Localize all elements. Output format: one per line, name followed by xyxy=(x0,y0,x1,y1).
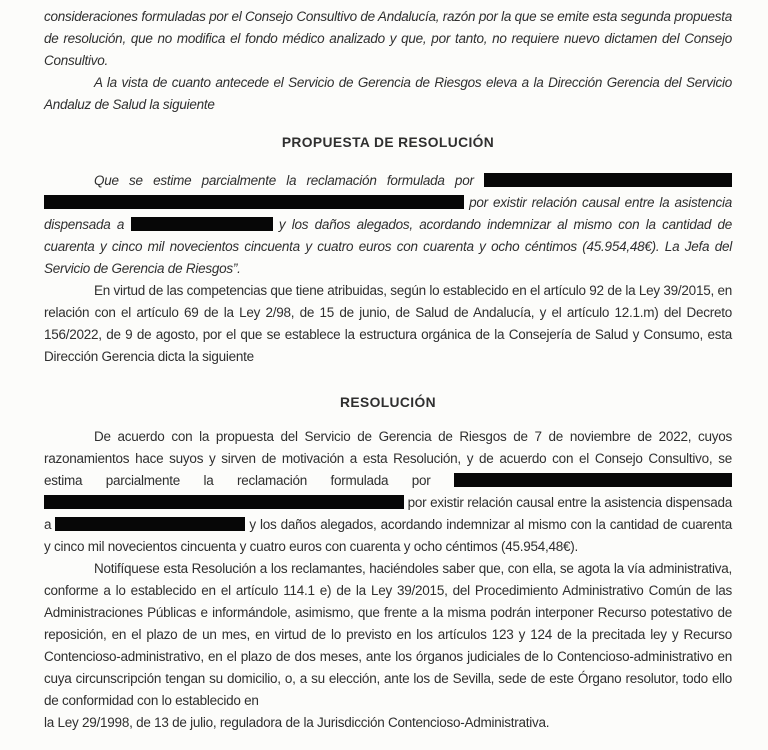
redaction-bar-claimant-2 xyxy=(44,195,464,209)
paragraph-resolucion xyxy=(44,426,732,558)
heading-resolucion: RESOLUCIÓN xyxy=(340,395,436,410)
heading-propuesta-de-resolucion: PROPUESTA DE RESOLUCIÓN xyxy=(281,135,495,150)
paragraph-competencias: En virtud de las competencias que tiene atribuidas, según lo establecido en el artículo 92 de la Ley 39/2015, en relación con el artículo 69 de la Ley 2/98, de 15 de junio, de Salud de Andalucía, y el artículo 12.1.m) del Decreto 156/2022, de 9 de agosto, por el que se establece la estructura orgánica de la Consejería de Salud y Consumo, esta Dirección Gerencia dicta la siguiente xyxy=(44,283,732,364)
paragraph-propuesta xyxy=(44,170,732,280)
paragraph-vista: A la vista de cuanto antecede el Servicio de Gerencia de Riesgos eleva a la Dirección Gerencia del Servicio Andaluz de Salud la siguiente xyxy=(44,75,732,112)
paragraph-consideraciones: consideraciones formuladas por el Consejo Consultivo de Andalucía, razón por la que se emite esta segunda propuesta de resolución, que no modifica el fondo médico analizado y que, por tanto, no requiere nuevo dictamen del Consejo Consultivo. xyxy=(44,9,732,68)
propuesta-text-segment-1: Que se estime parcialmente la reclamación formulada por xyxy=(94,173,484,188)
paragraph-notificacion: Notifíquese esta Resolución a los reclamantes, haciéndoles saber que, con ella, se agota la vía administrativa, conforme a lo establecido en el artículo 114.1 e) de la Ley 39/2015, del Procedimiento Administrativo Común de las Administraciones Públicas e informándole, asimismo, que frente a la misma podrán interponer Recurso potestativo de reposición, en el plazo de un mes, en virtud de lo previsto en los artículos 123 y 124 de la precitada ley y Recurso Contencioso-administrativo, en el plazo de dos meses, ante los órganos judiciales de lo Contencioso-administrativo en cuya circunscripción tengan su domicilio, o, a su elección, ante los de Sevilla, sede de este Órgano resolutor, todo ello de conformidad con lo establecido en xyxy=(44,561,732,708)
resolucion-text-segment-1: De acuerdo con la propuesta del Servicio de Gerencia de Riesgos de 7 de noviembre de 2022, cuyos razonamientos hace suyos y sirven de motivación a esta Resolución, y de acuerdo con el Consejo Consultivo, se estima parcialmente la reclamación formulada por xyxy=(44,429,732,488)
redaction-bar-claimant-4 xyxy=(44,495,404,509)
redaction-bar-claimant-3 xyxy=(454,473,732,487)
redaction-bar-claimant-1 xyxy=(484,173,732,187)
propuesta-text-segment-3: y los daños alegados, acordando indemnizar al mismo con la cantidad de cuarenta y cinco mil novecientos cincuenta y cuatro euros con cuarenta y ocho céntimos (45.954,48€). La Jefa del Servicio de Gerencia de Riesgos”. xyxy=(44,217,732,276)
redaction-bar-patient-1 xyxy=(131,217,273,231)
paragraph-clipped-last-line: la Ley 29/1998, de 13 de julio, reguladora de la Jurisdicción Contencioso-Administrativa. xyxy=(44,715,550,730)
redaction-bar-patient-2 xyxy=(55,517,245,531)
resolucion-text-segment-3: y los daños alegados, acordando indemnizar al mismo con la cantidad de cuarenta y cinco mil novecientos cincuenta y cuatro euros con cuarenta y ocho céntimos (45.954,48€). xyxy=(44,517,732,554)
resolucion-text-segment-2: por existir relación causal entre la asistencia dispensada a xyxy=(44,495,732,532)
propuesta-text-segment-2: por existir relación causal entre la asistencia dispensada a xyxy=(44,195,732,232)
